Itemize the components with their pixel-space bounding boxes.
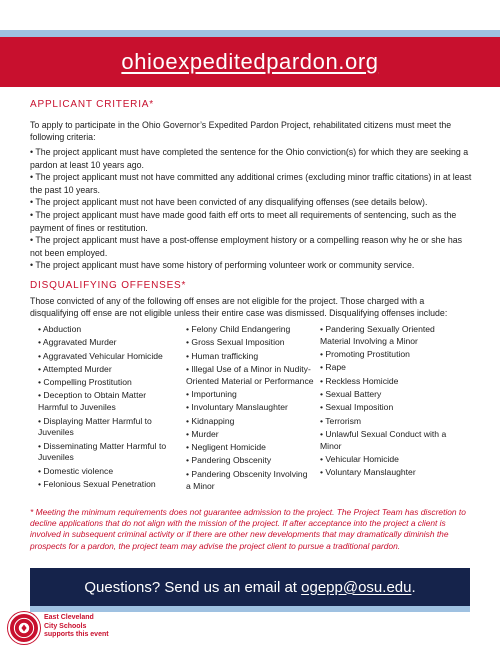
sponsor-line: East Cleveland [44,614,94,621]
offense-item: • Disseminating Matter Harmful to Juveniles [38,440,167,463]
offense-item: • Rape [320,362,346,373]
offense-item: • Sexual Imposition [320,402,394,413]
offenses-column-3 [320,324,460,481]
criteria-item: • The project applicant must have some history of performing volunteer work or community service. [30,260,415,271]
offense-item: • Sexual Battery [320,388,382,399]
contact-banner [30,568,470,606]
disclaimer-note: * Meeting the minimum requirements does not guarantee admission to the project. The Project Team has discretion to decline applications that do not align with the mission of the project. If after acceptance into the project a client is involved in subsequent criminal activity or if there are other new developments that may dramatically diminish the prospects for a pardon, the project team may advise the project client to pursue a traditional pardon. [30,507,466,551]
offense-item: • Pandering Sexually Oriented Material Involving a Minor [320,324,435,346]
school-seal-icon [8,612,40,644]
offense-item: • Illegal Use of a Minor in Nudity-Oriented Material or Performance [186,363,314,386]
criteria-item: • The project applicant must have completed the sentence for the Ohio conviction(s) for which they are seeking a pardon at least 10 years ago. [30,147,469,170]
offense-item: • Gross Sexual Imposition [186,337,285,348]
offense-item: • Pandering Obscenity Involving a Minor [186,468,308,491]
offense-item: • Negligent Homicide [186,442,266,453]
contact-email-link[interactable]: ogepp@osu.edu [301,578,412,596]
criteria-list [30,146,472,272]
offense-item: • Deception to Obtain Matter Harmful to Juveniles [38,390,147,413]
sponsor-text [44,614,109,640]
offense-item: • Felonious Sexual Penetration [38,479,156,490]
offense-item: • Terrorism [320,415,362,426]
offense-item: • Displaying Matter Harmful to Juveniles [38,415,152,438]
sponsor-line: City Schools [44,622,87,630]
criteria-item: • The project applicant must not have committed any additional crimes (excluding minor traffic citations) in at least the past 10 years. [30,172,472,195]
offense-item: • Voluntary Manslaughter [320,467,416,478]
offense-item: • Attempted Murder [38,363,112,374]
offense-item: • Unlawful Sexual Conduct with a Minor [320,428,447,451]
offense-item: • Kidnapping [186,415,235,426]
offenses-column-1 [38,324,178,492]
offense-item: • Domestic violence [38,465,114,476]
criteria-item: • The project applicant must have a post-offense employment history or a compelling reason why he or she has not been employed. [30,235,463,258]
offense-item: • Murder [186,428,219,439]
offense-item: • Abduction [38,324,82,334]
offense-item: • Human trafficking [186,350,259,361]
offense-item: • Reckless Homicide [320,375,399,386]
offense-item: • Involuntary Manslaughter [186,402,288,413]
contact-period: . [411,578,416,596]
offense-item: • Aggravated Murder [38,337,117,348]
offense-item: • Vehicular Homicide [320,453,399,464]
offenses-column-2 [186,324,314,494]
criteria-item: • The project applicant must have made good faith eff orts to meet all requirements of sentencing, such as the payment of fines or restitution. [30,209,457,233]
offense-item: • Importuning [186,388,237,399]
offense-item: • Pandering Obscenity [186,455,272,466]
title-banner [0,37,500,87]
top-accent-band [0,30,500,37]
disqualifying-intro: Those convicted of any of the following off enses are not eligible for the project. Those charged with a disqualifying off ense are not eligible unless their entire case was dismissed. Disqualifying offenses include: [30,296,448,318]
criteria-item: • The project applicant must not have been convicted of any disqualifying offenses (see details below). [30,197,428,208]
offense-item: • Promoting Prostitution [320,349,410,360]
footer-accent-band [30,606,470,612]
applicant-criteria-heading: APPLICANT CRITERIA* [30,99,154,110]
offense-item: • Aggravated Vehicular Homicide [38,350,163,361]
applicant-intro: To apply to participate in the Ohio Governor’s Expedited Pardon Project, rehabilitated citizens must meet the following criteria: [30,120,452,142]
sponsor-line: supports this event [44,631,109,638]
contact-text: Questions? Send us an email at [84,578,297,596]
offense-item: • Compelling Prostitution [38,377,132,388]
offense-item: • Felony Child Endangering [186,324,291,334]
website-link[interactable]: ohioexpeditedpardon.org [121,49,379,74]
disqualifying-offenses-heading: DISQUALIFYING OFFENSES* [30,280,187,291]
